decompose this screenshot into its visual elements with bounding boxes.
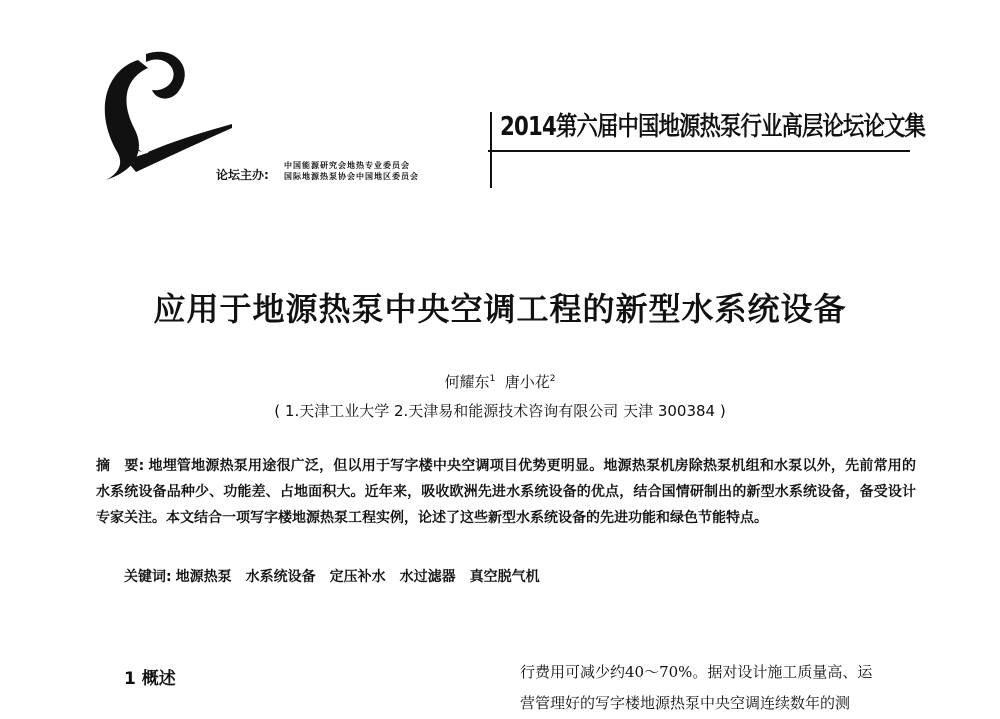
header-horizontal-rule [488,150,910,152]
paper-title: 应用于地源热泵中央空调工程的新型水系统设备 [153,290,847,328]
host-organizations [284,160,419,182]
keywords-label: 关键词: [124,569,172,585]
host-label: 论坛主办: [216,168,269,182]
right-column-text [520,657,920,719]
forum-logo-icon [86,40,236,190]
section-heading: 1 概述 [124,669,176,689]
host-org-1: 中国能源研究会地热专业委员会 [284,161,410,170]
abstract [96,453,916,531]
host-org-2: 国际地源热泵协会中国地区委员会 [284,172,419,181]
proceedings-title: 2014第六届中国地源热泵行业高层论坛论文集 [500,112,926,142]
body-line: 营管理好的写字楼地源热泵中央空调连续数年的测 [520,694,851,712]
author-line [0,371,1000,392]
author-name: 唐小花 [504,373,550,391]
body-line: 行费用可减少约40～70%。据对设计施工质量高、运 [520,663,873,681]
keywords [124,566,914,588]
abstract-label: 摘 要: [96,458,145,474]
abstract-text: 地埋管地源热泵用途很广泛，但以用于写字楼中央空调项目优势更明显。地源热泵机房除热泵机组和水泵以外，先前常用的水系统设备品种少、功能差、占地面积大。近年来，吸收欧洲先进水系统设备的优点，结合国情研制出的新型水系统设备，备受设计专家关注。本文结合一项写字楼地源热泵工程实例，论述了这些新型水系统设备的先进功能和绿色节能特点。 [96,458,917,526]
affiliation-line: ( 1.天津工业大学 2.天津易和能源技术咨询有限公司 天津 300384 ) [274,402,726,420]
author-name: 何耀东 [444,373,490,391]
keywords-text: 地源热泵 水系统设备 定压补水 水过滤器 真空脱气机 [175,569,540,585]
author-affil-mark: 2 [549,374,556,384]
author-affil-mark: 1 [489,374,496,384]
